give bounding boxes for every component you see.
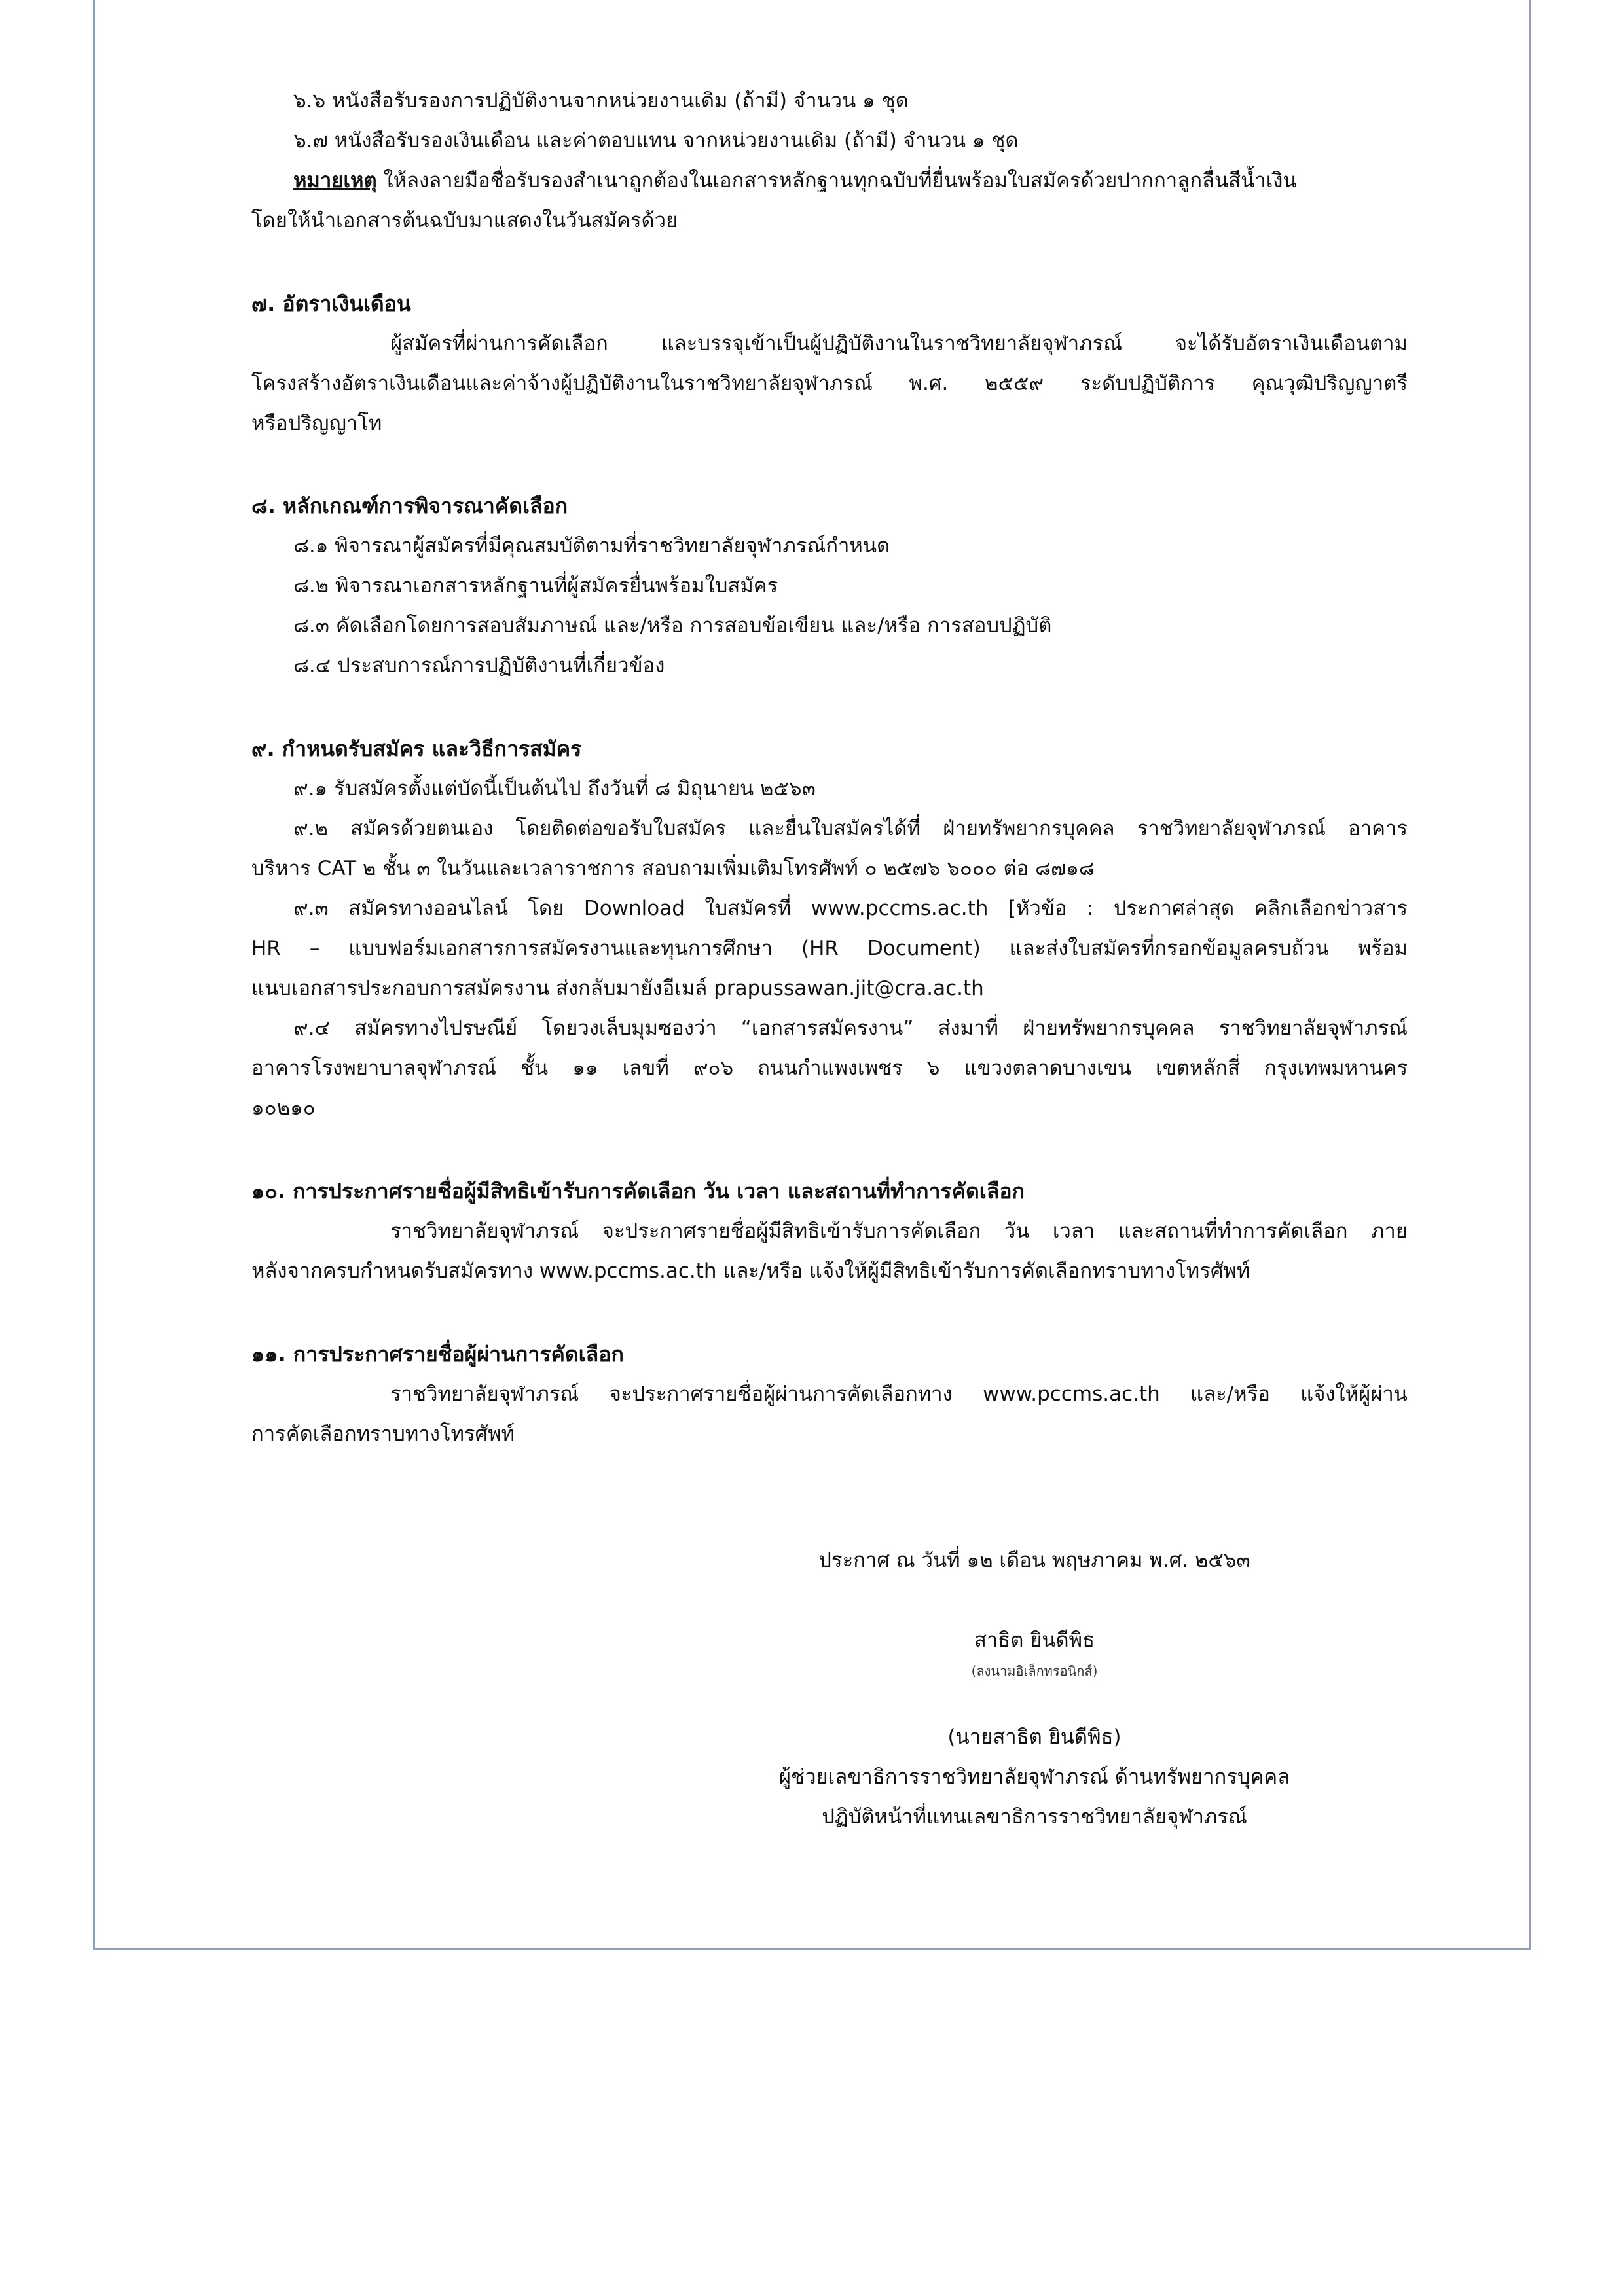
section-11-line-2: การคัดเลือกทราบทางโทรศัพท์ [251, 1422, 515, 1446]
signer-position-1: ผู้ช่วยเลขาธิการราชวิทยาลัยจุฬาภรณ์ ด้านทรัพยากรบุคคล [778, 1765, 1290, 1789]
item-6-7: ๖.๗ หนังสือรับรองเงินเดือน และค่าตอบแทน จากหน่วยงานเดิม (ถ้ามี) จำนวน ๑ ชุด [293, 129, 1019, 152]
section-9-3-line-2: HR – แบบฟอร์มเอกสารการสมัครงานและทุนการศึกษา (HR Document) และส่งใบสมัครที่กรอกข้อมูลครบถ้วน พร้อม [251, 937, 1408, 960]
section-8-title: ๘. หลักเกณฑ์การพิจารณาคัดเลือก [251, 493, 568, 518]
section-8-item: ๘.๒ พิจารณาเอกสารหลักฐานที่ผู้สมัครยื่นพร้อมใบสมัคร [293, 574, 778, 598]
section-8-item: ๘.๓ คัดเลือกโดยการสอบสัมภาษณ์ และ/หรือ การสอบข้อเขียน และ/หรือ การสอบปฏิบัติ [293, 614, 1052, 637]
section-9-1: ๙.๑ รับสมัครตั้งแต่บัดนี้เป็นต้นไป ถึงวันที่ ๘ มิถุนายน ๒๕๖๓ [293, 777, 816, 800]
announcement-date: ประกาศ ณ วันที่ ๑๒ เดือน พฤษภาคม พ.ศ. ๒๕๖๓ [818, 1549, 1250, 1572]
section-7-title: ๗. อัตราเงินเดือน [251, 291, 411, 316]
section-7-line-2: โครงสร้างอัตราเงินเดือนและค่าจ้างผู้ปฏิบัติงานในราชวิทยาลัยจุฬาภรณ์ พ.ศ. ๒๕๕๙ ระดับปฏิบัติการ คุณวุฒิปริญญาตรี [251, 372, 1408, 395]
section-7-line-1: ผู้สมัครที่ผ่านการคัดเลือก และบรรจุเข้าเป็นผู้ปฏิบัติงานในราชวิทยาลัยจุฬาภรณ์ จะได้รับอัตราเงินเดือนตาม [390, 332, 1408, 355]
section-10-line-2: หลังจากครบกำหนดรับสมัครทาง www.pccms.ac.th และ/หรือ แจ้งให้ผู้มีสิทธิเข้ารับการคัดเลือกทราบทางโทรศัพท์ [251, 1259, 1250, 1283]
note-text: ให้ลงลายมือชื่อรับรองสำเนาถูกต้องในเอกสารหลักฐานทุกฉบับที่ยื่นพร้อมใบสมัครด้วยปากกาลูกลื่นสีน้ำเงิน [376, 169, 1297, 192]
section-9-2-line-1: ๙.๒ สมัครด้วยตนเอง โดยติดต่อขอรับใบสมัคร และยื่นใบสมัครได้ที่ ฝ่ายทรัพยากรบุคคล ราชวิทยาลัยจุฬาภรณ์ อาคาร [293, 817, 1408, 840]
section-8-item: ๘.๑ พิจารณาผู้สมัครที่มีคุณสมบัติตามที่ราชวิทยาลัยจุฬาภรณ์กำหนด [293, 534, 890, 558]
section-7-line-3: หรือปริญญาโท [251, 412, 382, 435]
electronic-signature-note: (ลงนามอิเล็กทรอนิกส์) [971, 1663, 1098, 1679]
note-line-2: โดยให้นำเอกสารต้นฉบับมาแสดงในวันสมัครด้วย [251, 209, 678, 232]
signer-position-2: ปฏิบัติหน้าที่แทนเลขาธิการราชวิทยาลัยจุฬาภรณ์ [822, 1805, 1247, 1829]
section-9-3-line-1: ๙.๓ สมัครทางออนไลน์ โดย Download ใบสมัครที่ www.pccms.ac.th [หัวข้อ : ประกาศล่าสุด คลิกเลือกข่าวสาร [293, 897, 1408, 920]
section-9-3-line-3: แนบเอกสารประกอบการสมัครงาน ส่งกลับมายังอีเมล์ prapussawan.jit@cra.ac.th [251, 977, 984, 1000]
section-9-4-line-1: ๙.๔ สมัครทางไปรษณีย์ โดยวงเล็บมุมซองว่า “เอกสารสมัครงาน” ส่งมาที่ ฝ่ายทรัพยากรบุคคล ราชวิทยาลัยจุฬาภรณ์ [293, 1016, 1408, 1040]
section-8-item: ๘.๔ ประสบการณ์การปฏิบัติงานที่เกี่ยวข้อง [293, 654, 665, 677]
section-9-title: ๙. กำหนดรับสมัคร และวิธีการสมัคร [251, 736, 582, 761]
item-6-6: ๖.๖ หนังสือรับรองการปฏิบัติงานจากหน่วยงานเดิม (ถ้ามี) จำนวน ๑ ชุด [293, 89, 909, 113]
section-10-line-1: ราชวิทยาลัยจุฬาภรณ์ จะประกาศรายชื่อผู้มีสิทธิเข้ารับการคัดเลือก วัน เวลา และสถานที่ทำการคัดเลือก ภาย [390, 1219, 1408, 1243]
section-11-title: ๑๑. การประกาศรายชื่อผู้ผ่านการคัดเลือก [251, 1342, 624, 1367]
section-9-4-line-2: อาคารโรงพยาบาลจุฬาภรณ์ ชั้น ๑๑ เลขที่ ๙๐๖ ถนนกำแพงเพชร ๖ แขวงตลาดบางเขน เขตหลักสี่ กรุงเทพมหานคร [251, 1056, 1408, 1080]
section-11-line-1: ราชวิทยาลัยจุฬาภรณ์ จะประกาศรายชื่อผู้ผ่านการคัดเลือกทาง www.pccms.ac.th และ/หรือ แจ้งให้ผู้ผ่าน [390, 1382, 1408, 1406]
section-9-2-line-2: บริหาร CAT ๒ ชั้น ๓ ในวันและเวลาราชการ สอบถามเพิ่มเติมโทรศัพท์ ๐ ๒๕๗๖ ๖๐๐๐ ต่อ ๘๗๑๘ [251, 857, 1095, 880]
note-label: หมายเหตุ [293, 169, 377, 192]
signer-full-name: (นายสาธิต ยินดีพิธ) [947, 1725, 1122, 1749]
section-10-title: ๑๐. การประกาศรายชื่อผู้มีสิทธิเข้ารับการคัดเลือก วัน เวลา และสถานที่ทำการคัดเลือก [251, 1179, 1025, 1204]
section-9-4-line-3: ๑๐๒๑๐ [251, 1096, 316, 1120]
note-line [293, 166, 1297, 195]
signer-name: สาธิต ยินดีพิธ [974, 1628, 1095, 1652]
